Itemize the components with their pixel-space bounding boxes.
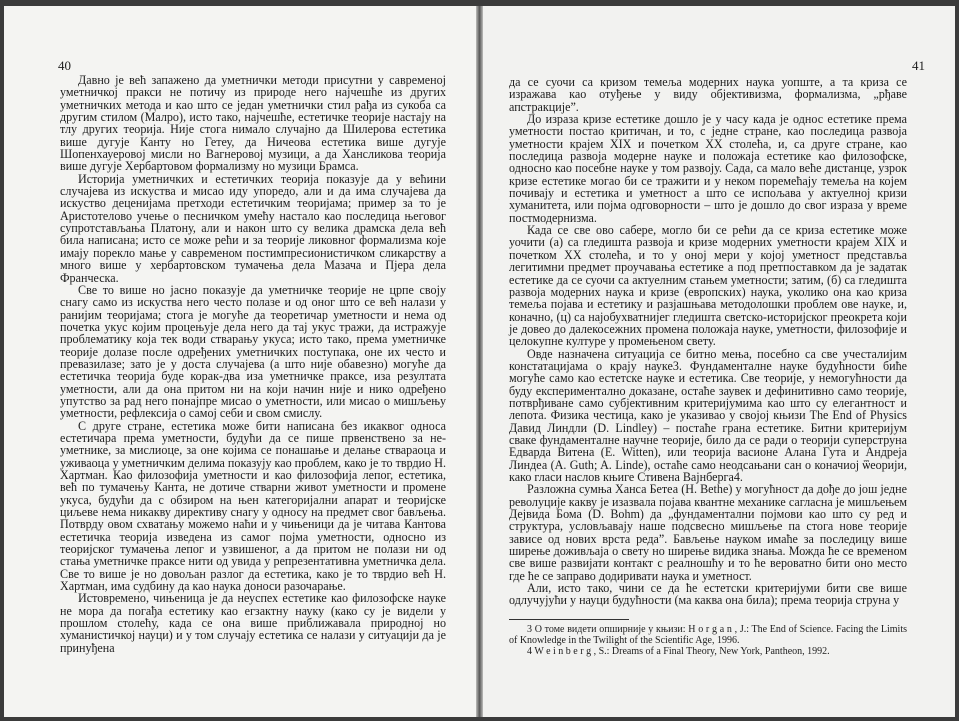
paragraph: да се суочи са кризом темеља модерних наука уопште, а та криза се изражава као отуђење у виду објективизма, формализма, „рђаве апстракције”. <box>509 75 907 114</box>
right-page <box>483 6 955 717</box>
paragraph: Али, исто тако, чини се да ће естетски критеријуми бити све више одлучујући у науци будућности (ма каква она била); према теорија струна у <box>509 581 907 608</box>
footnote: 3 О томе видети опширније у књизи: H o r g a n , J.: The End of Science. Facing the Limits of Knowledge in the Twilight of the Scientific Age, 1996. <box>509 624 907 646</box>
book-gutter <box>476 6 483 717</box>
paragraph: До израза кризе естетике дошло је у часу када је однос естетике према уметности постао критичан, и то, с једне стране, као последица развоја уметности крајем XIX и почетком XX столећа, и, са друге стране, као последица развоја модерне науке и положаја естетике као филозофске, односно као посебне науке у том развоју. Сада, са мало веће дистанце, узрок кризе естетике могао би се тражити и у неком поремећају темеља на којем почивају и естетика и уметност а што се испољава у актуелној кризи хуманитета, или појма одговорности – што је дошло до свог израза у време постмодернизма. <box>509 112 907 225</box>
paragraph: Овде назначена ситуација се битно мења, посебно са све учесталијим констатацијама о крају науке3. Фундаменталне науке будућности биће могуће само као естетске науке и естетика. Све теорије, у немогућности да буду експериментално доказане, остаће заувек и дефинитивно само теорије, потврђиване само субјективним критеријумима као што су елегантност и лепота. Физика честица, како је указивао у својој књизи The End of Physics Давид Линдли (D. Lindley) – постаће грана естетике. Битни критеријум сваке фундаменталне научне теорије, било да се ради о теорији суперструна Едварда Витена (E. Witten), или теорија васионе Алана Гута и Андреја Линдеа (A. Guth; A. Linde), остаће само неодсањани сан о коначиој ѿеорији, како гласи наслов књиге Стивена Вајнберга4. <box>509 346 907 484</box>
footnotes <box>509 624 907 657</box>
paragraph: Историја уметничких и естетичких теорија показује да у већини случајева из искуства и мисао иду упоредо, али и да има случајева да искуство деценијама претходи естетичким теоријама; пример за то је Аристотелово учење о песничком умећу настало као последица његовог супротстављања Платону, али и након што су велика драмска дела већ била написана; исто се може рећи и за теорије ликовног формализма које имају порекло мање у савременом постимпресионистичком сликарству а много више у хербартовском тумачења дела Мазача и Пјера дела Франческа. <box>60 171 446 285</box>
paragraph: Давно је већ запажено да уметнички методи присутни у савременој уметничкој пракси не потичу из природе него најчешће из других уметничких метода и као што се један уметнички стил рађа из сукоба са другим стилом (Малро), исто тако, најчешће, естетичке теорије настају на тлу других теорија. Није стога нимало случајно да Шилерова естетика више дугује Канту но Гетеу, да Ничеова естетика више дугује Шопенхауеровој мисли но Вагнеровој музици, а да Хансликова теорија више дугује Хербартовом формализму но музици Брамса. <box>60 73 446 174</box>
body-text <box>60 74 446 654</box>
paragraph: Све то више но јасно показује да уметничке теорије не црпе своју снагу само из искуства него често полазе и од оног што се већ налази у ранијим теоријама; стога је могуће да теоретичар уметности и нема од почетка укус којим процењује дела него да тај укус тражи, да истражује проблематику која тек води стварању укуса; исто тако, према уметничке теорије долазе после одређених уметничких поступака, оне их често и превазилазе; зато је у доста случајева (а што није обавезно) могуће да естетичка теорија буде корак-два иза уметничке праксе, иза резултата уметности, али да она притом ни на који начин није и нико одређено упутство за рад него понајпре мисао о уметности, или мисао о мишљењу уметности, рефлексија о самој себи и свом смислу. <box>60 282 446 421</box>
footnote-divider <box>509 619 629 620</box>
page-number: 41 <box>912 58 925 73</box>
paragraph: Истовремено, чињеница је да неуспех естетике као филозофске науке не мора да погађа естетику као егзактну науку (како су је видели у прошлом столећу, када се она више приближавала природној но хуманистичкој науци) и у том случају естетика се налази у ситуацији да је принуђена <box>60 591 446 655</box>
page-number: 40 <box>58 58 71 73</box>
body-text <box>509 76 907 607</box>
paragraph: С друге стране, естетика може бити написана без икаквог односа естетичара према уметности, будући да се пише првенствено за не-уметнике, за мислиоце, за оне којима се понашање и делање ствараоца и уживаоца у уметничким делима показују као проблем, како је то тврдио Н. Хартман. Као филозофија уметности и као филозофија лепог, естетика, већ по тумачењу Канта, не дотиче стварни живот уметности и промене укуса, будући да с обзиром на њен категоријални апарат и теоријске циљеве нема никакву директиву снагу у односу на предмет свог бављења. Потврду овом схватању можемо наћи и у чињеници да је читава Кантова естетичка теорија изведена из самог појма уметности, односно из теоријског тумачења лепог и узвишеног, а да притом не полази ни од стања уметничке праксе нити од увида у репрезентативна уметничка дела. Све то више је но довољан разлог да естетика, како је то тврдио већ Н. Хартман, има судбину да као наука доноси разочарање. <box>60 418 446 594</box>
footnote: 4 W e i n b e r g , S.: Dreams of a Final Theory, New York, Pantheon, 1992. <box>527 646 830 657</box>
paragraph: Разложна сумња Ханса Бетеа (H. Bethe) у могућност да дође до још једне револуције какву је изазвала појава квантне механике сагласна је мишљењем Дејвида Бома (D. Bohm) да „фундаментални појмови као што су ред и структура, условљавају наше подсвесно мишљење па стога нове теорије зависе од нових врста реда”. Бављење науком имаће за последицу више ширење доживљаја о свету но ширење видика знања. Можда ће се временом све више развијати контакт с реалношћу и то ће вероватно бити оно место где ће се заправо додиривати наука и уметност. <box>509 482 907 583</box>
paragraph: Када се све ово сабере, могло би се рећи да се криза естетике може уочити (а) са гледишта развоја и кризе модерних уметности крајем XIX и почетком XX столећа, и то у оној мери у којој уметност представља легитимни предмет проучавања естетике а под претпоставком да је задатак естетике да се суочи са актуелним стањем уметности; затим, (б) са гледишта развоја модерних наука и кризе (европских) наука, уколико она као криза темеља појава и естетику и разјашњава методолошки проблем ове науке, и, коначно, (ц) са најобухватнијег гледишта светско-историјског преокрета који је довео до далекосежних промена положаја науке, уметности, филозофије и целокупне културе у промењеном свету. <box>509 223 907 349</box>
left-page <box>4 6 476 717</box>
